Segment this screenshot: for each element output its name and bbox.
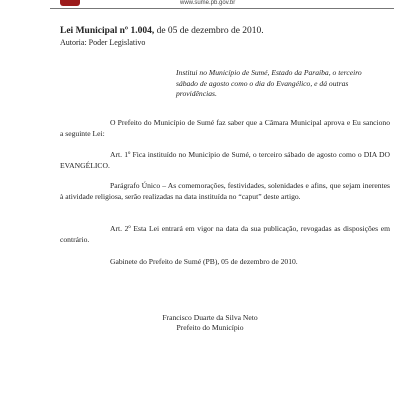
law-date: de 05 de dezembro de 2010. [154, 26, 264, 36]
municipal-logo [60, 0, 80, 6]
law-title [60, 26, 264, 36]
header-divider [50, 8, 394, 9]
article-1: Art. 1º Fica instituído no Município de Sumé, o terceiro sábado de agosto como o DIA DO EVANGÉLICO. [60, 150, 390, 170]
law-ementa: Institui no Município de Sumé, Estado da Paraíba, o terceiro sábado de agosto como o dia do Evangélico, e dá outras providências. [176, 68, 362, 98]
law-number: Lei Municipal nº 1.004, [60, 26, 155, 36]
signatory-name: Francisco Duarte da Silva Neto [162, 313, 258, 322]
site-url: www.sume.pb.gov.br [180, 0, 236, 6]
signatory-role: Prefeito do Município [176, 323, 244, 332]
law-author: Autoria: Poder Legislativo [60, 38, 146, 47]
intro-paragraph: O Prefeito do Município de Sumé faz saber que a Câmara Municipal aprova e Eu sanciono a seguinte Lei: [60, 118, 390, 138]
closing-line: Gabinete do Prefeito de Sumé (PB), 05 de dezembro de 2010. [110, 257, 298, 266]
article-2: Art. 2º Esta Lei entrará em vigor na data da sua publicação, revogadas as disposições em contrário. [60, 224, 390, 244]
sole-paragraph: Parágrafo Único – As comemorações, festividades, solenidades e afins, que sejam inerentes à atividade religiosa, serão realizadas na data instituída no “caput” deste artigo. [60, 181, 390, 201]
